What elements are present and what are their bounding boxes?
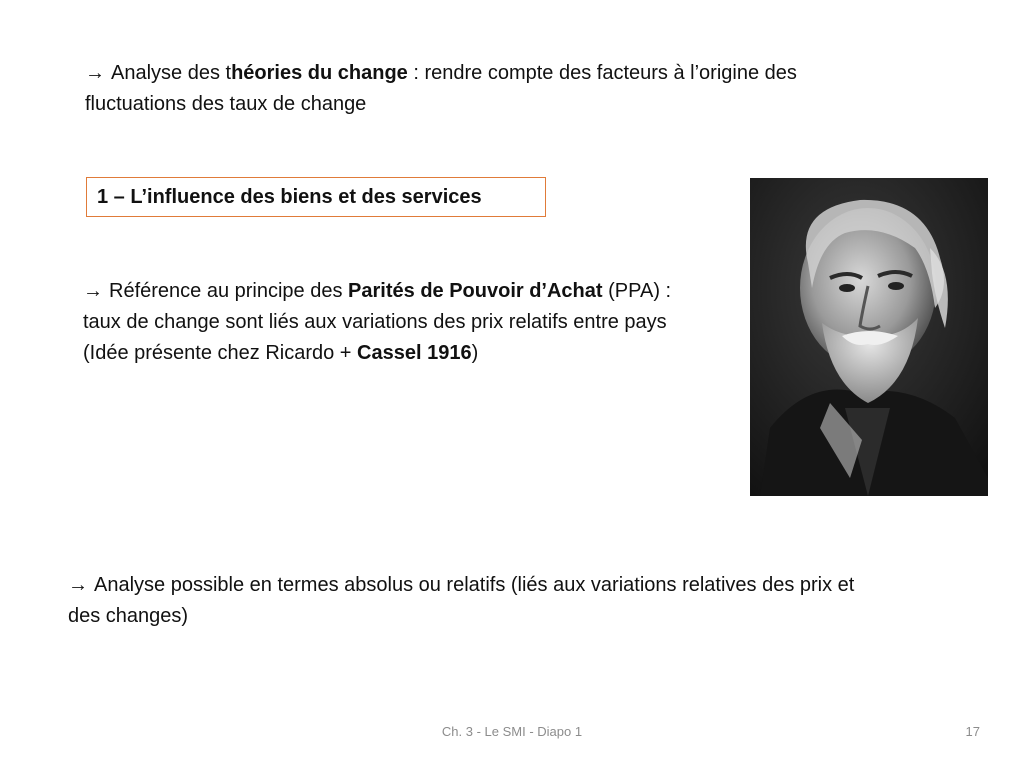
intro-text-start: Analyse des t [111,62,232,84]
arrow-right-icon: → [85,62,105,84]
ppa-text-middle: (PPA) : taux de change sont liés aux variations des prix relatifs entre pays (Idée présente chez Ricardo + [83,280,672,364]
intro-text-end: : rendre compte des facteurs à l’origine des fluctuations des taux de change [85,62,797,115]
intro-keyword: héories du change [231,62,408,84]
ppa-paragraph [83,276,683,369]
intro-paragraph [85,58,805,120]
arrow-right-icon: → [83,280,103,302]
conclusion-text: Analyse possible en termes absolus ou relatifs (liés aux variations relatives des prix et des changes) [68,574,855,627]
portrait-illustration [750,178,988,496]
footer-title: Ch. 3 - Le SMI - Diapo 1 [441,724,583,739]
portrait-photo [750,178,988,496]
ppa-keyword: Parités de Pouvoir d’Achat [348,280,603,302]
ppa-text-start: Référence au principe des [109,280,349,302]
conclusion-paragraph [68,570,888,632]
page-number: 17 [965,724,980,739]
section-title: 1 – L’influence des biens et des services [97,185,482,208]
arrow-right-icon: → [68,574,88,596]
section-title-box [86,177,546,217]
ppa-text-end: ) [471,342,479,364]
ppa-author: Cassel 1916 [357,342,472,364]
